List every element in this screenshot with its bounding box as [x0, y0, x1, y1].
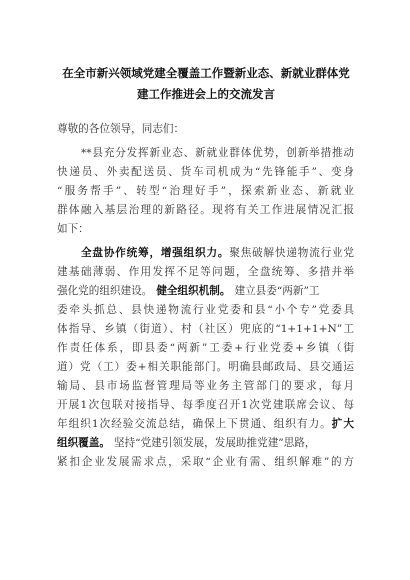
section1-line-3-text: 强化党的组织建设。: [57, 285, 153, 297]
section1-line-10-text: 年组织1次经验交流总结，确保上下贯通、组织有力。: [57, 418, 332, 430]
document-title: [56, 63, 356, 105]
section1-line-10: [57, 416, 354, 432]
section1-line-9: 开展1次包联对接指导、每季度召开1次党建联席会议、每: [57, 399, 354, 411]
subheading-2-start: 扩大: [331, 418, 355, 430]
section1-line-11: [57, 435, 316, 451]
title-line-2: 建工作推进会上的交流发言: [137, 87, 275, 101]
intro-line-5: 如下：: [57, 223, 89, 235]
section1-first-line: [81, 245, 354, 261]
section1-line-7: 道）党（工）委+相关职能部门。明确县邮政局、县交通运: [57, 361, 354, 373]
section1-heading: 全盘协作统筹，增强组织力。: [81, 247, 230, 259]
subheading-1-rest: 建立县委“两新”工: [234, 285, 320, 297]
intro-line-1: **县充分发挥新业态、新就业群体优势，创新举措推动: [81, 147, 354, 159]
title-line-1: 在全市新兴领域党建全覆盖工作暨新业态、新就业群体党: [62, 66, 350, 80]
subheading-organization-mechanism: 健全组织机制。: [156, 285, 231, 297]
subheading-2-rest: 坚持“党建引领发展，发展助推党建”思路，: [113, 437, 316, 449]
subheading-expand-coverage: 组织覆盖。: [57, 437, 110, 449]
section1-line-12: 紧扣企业发展需求点，采取“企业有需、组织解难”的方: [57, 456, 354, 468]
section1-line-5: 体指导、乡镇（街道）、村（社区）兜底的“1+1+1+N”工: [57, 323, 354, 335]
section1-line-6: 作责任体系，即县委“两新”工委+行业党委+乡镇（街: [57, 342, 354, 354]
intro-line-2: 快递员、外卖配送员、货车司机成为“先锋能手”、变身: [57, 166, 354, 178]
section1-line-8: 输局、县市场监督管理局等业务主管部门的要求，每月: [57, 380, 354, 392]
intro-line-3: “服务帮手”、转型“治理好手”，探索新业态、新就业: [57, 185, 354, 197]
section1-line-3: [57, 283, 320, 299]
intro-line-4: 群体融入基层治理的新路径。现将有关工作进展情况汇报: [57, 204, 354, 216]
section1-line-2: 建基础薄弱、作用发挥不足等问题，全盘统筹、多措并举: [57, 266, 354, 278]
greeting: 尊敬的各位领导，同志们：: [57, 123, 185, 135]
section1-line-4: 委牵头抓总、县快递物流行业党委和县“小个专”党委具: [57, 304, 354, 316]
section1-first-line-rest: 聚焦破解快递物流行业党: [229, 247, 355, 259]
